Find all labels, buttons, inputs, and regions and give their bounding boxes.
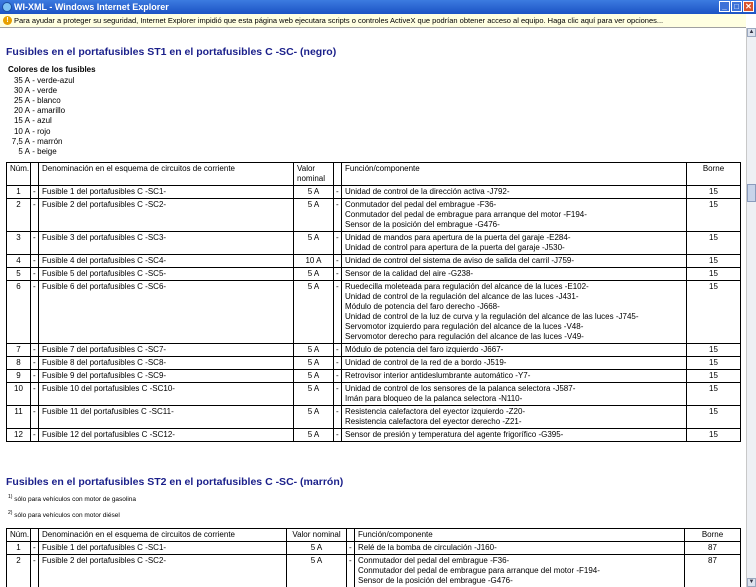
- function-line: Conmutador del pedal del embrague -F36-: [345, 200, 497, 209]
- fuse-colors-heading: Colores de los fusibles: [8, 65, 96, 74]
- fuse-function: [342, 370, 687, 383]
- fuse-nominal-value: 10 A: [294, 255, 334, 268]
- table-row: [7, 555, 741, 587]
- fuse-number: 5: [7, 268, 31, 281]
- header-denominacion: Denominación en el esquema de circuitos de corriente: [39, 529, 287, 542]
- window-controls: [719, 1, 754, 12]
- function-line: Sensor de la calidad del aire -G238-: [345, 269, 474, 278]
- function-line: Resistencia calefactora del eyector derecho -Z21-: [345, 417, 522, 426]
- fuse-denomination: Fusible 12 del portafusibles C -SC12-: [39, 429, 294, 442]
- fuse-function: [355, 555, 685, 587]
- fuse-borne: 15: [687, 357, 741, 370]
- fuse-nominal-value: 5 A: [294, 383, 334, 406]
- fuse-nominal-value: 5 A: [294, 186, 334, 199]
- fuse-denomination: Fusible 2 del portafusibles C -SC2-: [39, 555, 287, 587]
- function-line: Unidad de mandos para apertura de la puerta del garaje -E284-: [345, 233, 571, 242]
- fuse-denomination: Fusible 3 del portafusibles C -SC3-: [39, 232, 294, 255]
- scrollbar-thumb[interactable]: [747, 184, 756, 202]
- header-borne: Borne: [687, 163, 741, 186]
- function-line: Unidad de control para apertura de la puerta del garaje -J530-: [345, 243, 565, 252]
- fuse-nominal-value: 5 A: [294, 429, 334, 442]
- dash-cell: -: [31, 186, 39, 199]
- header-num: Núm.: [7, 529, 31, 542]
- table-row: [7, 357, 741, 370]
- table-row: [7, 429, 741, 442]
- header-borne: Borne: [685, 529, 741, 542]
- section2-title: Fusibles en el portafusibles ST2 en el portafusibles C -SC- (marrón): [6, 476, 344, 488]
- minimize-button[interactable]: _: [719, 1, 730, 12]
- fuse-color-item: [10, 147, 57, 156]
- function-line: Conmutador del pedal del embrague -F36-: [358, 556, 510, 565]
- header-denominacion: Denominación en el esquema de circuitos de corriente: [39, 163, 294, 186]
- fuse-borne: 15: [687, 383, 741, 406]
- table-row: [7, 344, 741, 357]
- function-line: Imán para bloqueo de la palanca selectora -N110-: [345, 394, 523, 403]
- fuse-number: 7: [7, 344, 31, 357]
- fuse-number: 6: [7, 281, 31, 344]
- table-header-row: [7, 529, 741, 542]
- fuse-nominal-value: 5 A: [294, 344, 334, 357]
- header-dash: [31, 529, 39, 542]
- footnote-mark: 1): [8, 494, 13, 500]
- fuse-number: 1: [7, 186, 31, 199]
- fuse-number: 8: [7, 357, 31, 370]
- dash-cell: -: [334, 370, 342, 383]
- fuse-nominal-value: 5 A: [294, 370, 334, 383]
- dash-cell: -: [31, 281, 39, 344]
- close-button[interactable]: ✕: [743, 1, 754, 12]
- fuse-color-item: [10, 86, 57, 95]
- dash-cell: -: [347, 555, 355, 587]
- table-row: [7, 255, 741, 268]
- dash-cell: -: [31, 542, 39, 555]
- vertical-scrollbar[interactable]: [746, 28, 756, 587]
- dash-cell: -: [31, 555, 39, 587]
- fuse-borne: 15: [687, 281, 741, 344]
- fuse-color-amperage: 10 A: [13, 126, 30, 136]
- header-dash: [347, 529, 355, 542]
- fuse-denomination: Fusible 1 del portafusibles C -SC1-: [39, 186, 294, 199]
- header-dash: [334, 163, 342, 186]
- scroll-down-arrow-icon[interactable]: ▼: [748, 579, 755, 585]
- dash-cell: -: [31, 370, 39, 383]
- fuse-denomination: Fusible 11 del portafusibles C -SC11-: [39, 406, 294, 429]
- header-num: Núm.: [7, 163, 31, 186]
- fuse-nominal-value: 5 A: [287, 555, 347, 587]
- footnote-mark: 2): [8, 510, 13, 516]
- fuse-color-item: [10, 137, 62, 146]
- fuse-color-name: - verde: [32, 86, 58, 96]
- dash-cell: -: [31, 429, 39, 442]
- fuse-color-item: [10, 76, 74, 85]
- fuse-table-st2: [6, 528, 741, 587]
- scroll-up-arrow-icon[interactable]: ▲: [748, 29, 755, 35]
- table-row: [7, 542, 741, 555]
- fuse-borne: 15: [687, 199, 741, 232]
- fuse-nominal-value: 5 A: [294, 268, 334, 281]
- dash-cell: -: [334, 429, 342, 442]
- footnote: [8, 494, 136, 503]
- dash-cell: -: [334, 281, 342, 344]
- dash-cell: -: [31, 357, 39, 370]
- maximize-button[interactable]: □: [731, 1, 742, 12]
- header-funcion: Función/componente: [355, 529, 685, 542]
- dash-cell: -: [334, 186, 342, 199]
- fuse-table-st1: [6, 162, 741, 442]
- footnote-text: sólo para vehículos con motor de gasolina: [14, 496, 137, 504]
- page-content: [0, 28, 746, 587]
- function-line: Unidad de control de los sensores de la palanca selectora -J587-: [345, 384, 576, 393]
- fuse-number: 2: [7, 199, 31, 232]
- function-line: Servomotor derecho para regulación del alcance de las luces -V49-: [345, 332, 584, 341]
- fuse-borne: 15: [687, 429, 741, 442]
- table-header-row: [7, 163, 741, 186]
- footnote: [8, 510, 120, 519]
- dash-cell: -: [334, 255, 342, 268]
- fuse-denomination: Fusible 1 del portafusibles C -SC1-: [39, 542, 287, 555]
- table-row: [7, 268, 741, 281]
- fuse-denomination: Fusible 10 del portafusibles C -SC10-: [39, 383, 294, 406]
- fuse-color-item: [10, 106, 65, 115]
- function-line: Sensor de presión y temperatura del agente frigorífico -G395-: [345, 430, 564, 439]
- fuse-function: [342, 186, 687, 199]
- fuse-function: [342, 344, 687, 357]
- fuse-denomination: Fusible 9 del portafusibles C -SC9-: [39, 370, 294, 383]
- fuse-borne: 15: [687, 370, 741, 383]
- fuse-function: [342, 429, 687, 442]
- function-line: Conmutador del pedal de embrague para arranque del motor -F194-: [345, 210, 587, 219]
- fuse-color-name: - rojo: [32, 126, 51, 136]
- information-bar-text: Para ayudar a proteger su seguridad, Internet Explorer impidió que esta página web ejecutara scripts o controles ActiveX que podrían obtener acceso al equipo. Haga clic aquí para ver opciones...: [14, 16, 664, 25]
- dash-cell: -: [31, 255, 39, 268]
- fuse-function: [342, 268, 687, 281]
- fuse-number: 12: [7, 429, 31, 442]
- fuse-color-name: - amarillo: [32, 106, 66, 116]
- fuse-borne: 15: [687, 186, 741, 199]
- fuse-nominal-value: 5 A: [294, 199, 334, 232]
- table-row: [7, 383, 741, 406]
- fuse-nominal-value: 5 A: [287, 542, 347, 555]
- function-line: Módulo de potencia del faro izquierdo -J667-: [345, 345, 504, 354]
- function-line: Unidad de control de la red de a bordo -J519-: [345, 358, 507, 367]
- fuse-function: [342, 255, 687, 268]
- fuse-function: [342, 383, 687, 406]
- table-row: [7, 199, 741, 232]
- function-line: Retrovisor interior antideslumbrante automático -Y7-: [345, 371, 531, 380]
- section1-title: Fusibles en el portafusibles ST1 en el portafusibles C -SC- (negro): [6, 46, 337, 58]
- fuse-color-amperage: 5 A: [18, 146, 30, 156]
- fuse-number: 1: [7, 542, 31, 555]
- fuse-borne: 15: [687, 232, 741, 255]
- function-line: Unidad de control del sistema de aviso de salida del carril -J759-: [345, 256, 575, 265]
- fuse-denomination: Fusible 8 del portafusibles C -SC8-: [39, 357, 294, 370]
- fuse-denomination: Fusible 4 del portafusibles C -SC4-: [39, 255, 294, 268]
- fuse-number: 2: [7, 555, 31, 587]
- function-line: Sensor de la posición del embrague -G476-: [345, 220, 500, 229]
- dash-cell: -: [334, 406, 342, 429]
- table-row: [7, 406, 741, 429]
- fuse-denomination: Fusible 5 del portafusibles C -SC5-: [39, 268, 294, 281]
- dash-cell: -: [334, 357, 342, 370]
- header-funcion: Función/componente: [342, 163, 687, 186]
- fuse-borne: 15: [687, 255, 741, 268]
- fuse-nominal-value: 5 A: [294, 281, 334, 344]
- fuse-color-amperage: 20 A: [13, 106, 30, 116]
- header-valor: Valor nominal: [287, 529, 347, 542]
- dash-cell: -: [334, 199, 342, 232]
- security-shield-icon: !: [3, 16, 12, 25]
- dash-cell: -: [334, 268, 342, 281]
- fuse-borne: 87: [685, 555, 741, 587]
- table-row: [7, 370, 741, 383]
- fuse-number: 4: [7, 255, 31, 268]
- function-line: Unidad de control de la luz de curva y la regulación del alcance de las luces -J745-: [345, 312, 639, 321]
- fuse-number: 9: [7, 370, 31, 383]
- fuse-number: 11: [7, 406, 31, 429]
- fuse-color-item: [10, 127, 50, 136]
- function-line: Ruedecilla moleteada para regulación del alcance de la luces -E102-: [345, 282, 589, 291]
- function-line: Conmutador del pedal de embrague para arranque del motor -F194-: [358, 566, 600, 575]
- dash-cell: -: [31, 406, 39, 429]
- fuse-denomination: Fusible 2 del portafusibles C -SC2-: [39, 199, 294, 232]
- fuse-number: 3: [7, 232, 31, 255]
- fuse-borne: 15: [687, 268, 741, 281]
- dash-cell: -: [31, 344, 39, 357]
- fuse-color-amperage: 30 A: [13, 86, 30, 96]
- fuse-function: [342, 357, 687, 370]
- fuse-function: [342, 232, 687, 255]
- fuse-function: [355, 542, 685, 555]
- internet-explorer-icon: [2, 2, 12, 12]
- footnote-text: sólo para vehículos con motor diésel: [14, 512, 120, 520]
- fuse-color-amperage: 25 A: [13, 96, 30, 106]
- dash-cell: -: [31, 383, 39, 406]
- dash-cell: -: [31, 268, 39, 281]
- fuse-denomination: Fusible 7 del portafusibles C -SC7-: [39, 344, 294, 357]
- fuse-color-item: [10, 116, 52, 125]
- fuse-color-amperage: 7,5 A: [11, 136, 30, 146]
- fuse-borne: 15: [687, 344, 741, 357]
- fuse-nominal-value: 5 A: [294, 232, 334, 255]
- dash-cell: -: [334, 232, 342, 255]
- dash-cell: -: [347, 542, 355, 555]
- fuse-function: [342, 406, 687, 429]
- security-information-bar[interactable]: [0, 14, 746, 28]
- fuse-color-item: [10, 96, 61, 105]
- fuse-denomination: Fusible 6 del portafusibles C -SC6-: [39, 281, 294, 344]
- fuse-color-amperage: 35 A: [13, 76, 30, 85]
- fuse-borne: 15: [687, 406, 741, 429]
- fuse-function: [342, 199, 687, 232]
- fuse-color-name: - verde-azul: [32, 76, 75, 85]
- table-row: [7, 281, 741, 344]
- table-row: [7, 232, 741, 255]
- fuse-color-name: - beige: [32, 146, 57, 156]
- function-line: Relé de la bomba de circulación -J160-: [358, 543, 497, 552]
- fuse-color-name: - azul: [32, 116, 52, 126]
- fuse-color-amperage: 15 A: [13, 116, 30, 126]
- dash-cell: -: [31, 199, 39, 232]
- fuse-borne: 87: [685, 542, 741, 555]
- header-dash: [31, 163, 39, 186]
- dash-cell: -: [334, 344, 342, 357]
- function-line: Sensor de la posición del embrague -G476-: [358, 576, 513, 585]
- dash-cell: -: [31, 232, 39, 255]
- fuse-color-name: - marrón: [32, 136, 63, 146]
- header-valor: Valor nominal: [294, 163, 334, 186]
- fuse-color-name: - blanco: [32, 96, 61, 106]
- function-line: Módulo de potencia del faro derecho -J668-: [345, 302, 500, 311]
- window-title: WI-XML - Windows Internet Explorer: [14, 2, 169, 12]
- fuse-nominal-value: 5 A: [294, 406, 334, 429]
- fuse-function: [342, 281, 687, 344]
- function-line: Resistencia calefactora del eyector izquierdo -Z20-: [345, 407, 526, 416]
- table-row: [7, 186, 741, 199]
- function-line: Unidad de control de la regulación del alcance de las luces -J431-: [345, 292, 579, 301]
- window-titlebar: [0, 0, 756, 14]
- dash-cell: -: [334, 383, 342, 406]
- fuse-number: 10: [7, 383, 31, 406]
- function-line: Servomotor izquierdo para regulación del alcance de la luces -V48-: [345, 322, 584, 331]
- fuse-nominal-value: 5 A: [294, 357, 334, 370]
- function-line: Unidad de control de la dirección activa -J792-: [345, 187, 510, 196]
